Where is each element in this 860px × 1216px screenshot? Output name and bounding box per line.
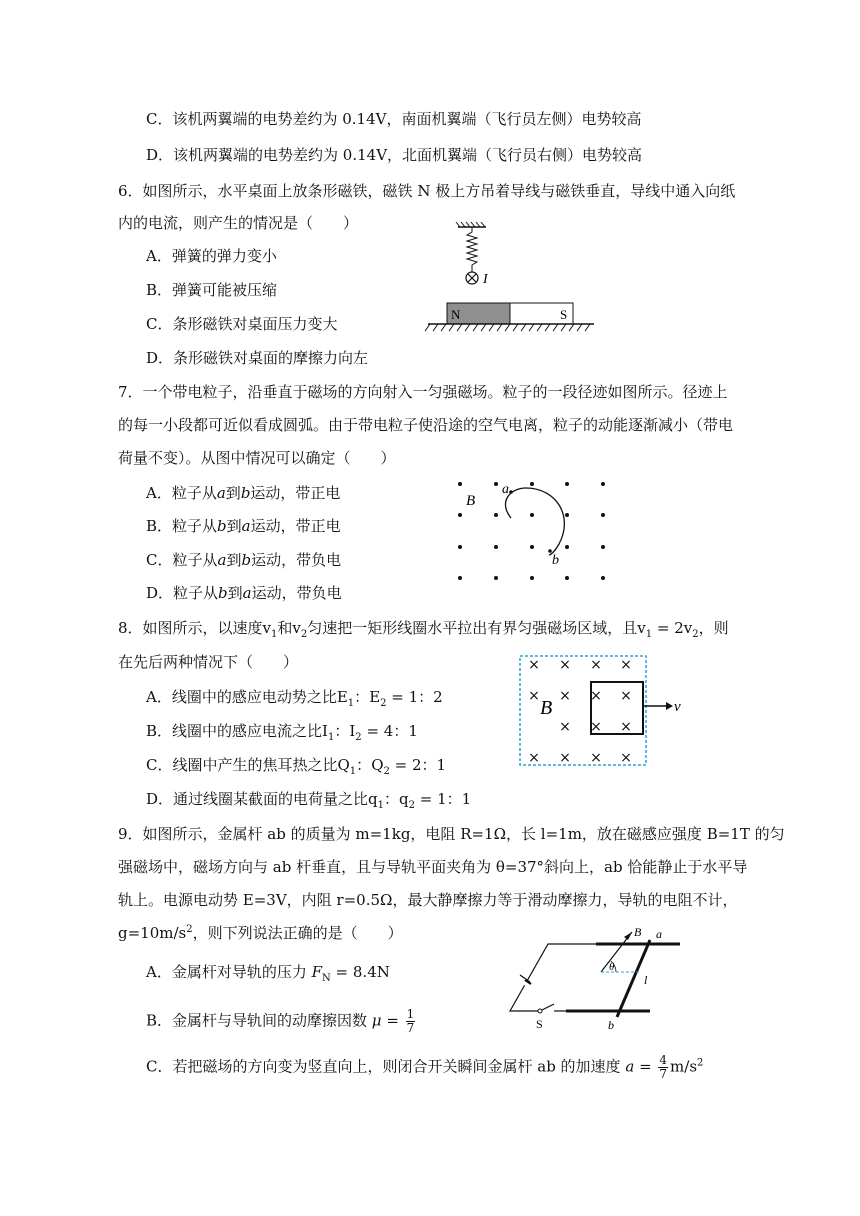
table-surface <box>425 324 594 331</box>
q5-option-d: D．该机两翼端的电势差约为 0.14V，北面机翼端（飞行员右侧）电势较高 <box>146 146 643 164</box>
field-label: B <box>634 925 642 939</box>
current-label: I <box>483 272 488 287</box>
svg-text:×: × <box>620 719 632 735</box>
svg-text:×: × <box>559 719 571 735</box>
mu-fraction: $\frac{1}{7}$ <box>406 1007 415 1035</box>
svg-text:×: × <box>528 688 540 704</box>
magnet-north-label: N <box>451 307 461 322</box>
velocity-label: v <box>674 699 681 715</box>
q8-stem-line2: 在先后两种情况下（ ） <box>118 653 299 671</box>
q9-stem-line1: 9．如图所示，金属杆 ab 的质量为 m=1kg，电阻 R=1Ω，长 l=1m，放在磁感应强度 B=1T 的匀 <box>118 825 785 843</box>
q9-option-b: B．金属杆与导轨间的动摩擦因数 μ = $\frac{1}{7}$ <box>146 1007 415 1035</box>
q7-option-b: B．粒子从b到a运动，带正电 <box>146 517 341 535</box>
q6-option-a: A．弹簧的弹力变小 <box>146 247 277 265</box>
q7-option-d: D．粒子从b到a运动，带负电 <box>146 584 342 602</box>
q6-stem-line1: 6．如图所示，水平桌面上放条形磁铁，磁铁 N 极上方吊着导线与磁铁垂直，导线中通入向纸 <box>118 182 736 200</box>
svg-text:×: × <box>590 688 602 704</box>
q8-coil-figure <box>518 654 688 768</box>
field-label: B <box>540 697 553 719</box>
q9-option-a: A．金属杆对导轨的压力 $F_N = 8.4N$ <box>146 963 390 984</box>
q8-stem-line1: 8．如图所示，以速度$v_1$和$v_2$匀速把一矩形线圈水平拉出有界匀强磁场区域，且$v_1 = 2v_2$，则 <box>118 619 729 640</box>
point-b-label: b <box>552 553 559 568</box>
q6-option-c: C．条形磁铁对桌面压力变大 <box>146 315 338 333</box>
field-label: B <box>466 493 476 509</box>
svg-text:×: × <box>559 657 571 673</box>
rod-end-b-label: b <box>608 1018 614 1032</box>
q7-particle-track-figure <box>448 472 618 587</box>
q8-option-c: C．线圈中产生的焦耳热之比$Q_1$：$Q_2 = 2$：1 <box>146 756 447 777</box>
q8-option-b: B．线圈中的感应电流之比$I_1$：$I_2 = 4$：1 <box>146 722 418 743</box>
ceiling <box>456 222 486 227</box>
particle-track <box>505 488 564 555</box>
point-a-marker <box>509 490 513 494</box>
velocity-arrowhead <box>666 702 673 710</box>
q6-magnet-figure <box>420 220 600 335</box>
q9-option-c: C．若把磁场的方向变为竖直向上，则闭合开关瞬间金属杆 ab 的加速度 a = $\frac{4}{7}$ $m/s^2$ <box>146 1053 704 1081</box>
q9-stem-line4: $g=10m/s^2$，则下列说法正确的是（ ） <box>118 924 403 942</box>
q7-option-c: C．粒子从a到b运动，带负电 <box>146 551 342 569</box>
switch-icon <box>538 1004 554 1013</box>
q9-stem-line2: 强磁场中，磁场方向与 ab 杆垂直，且与导轨平面夹角为 θ=37°斜向上，ab 恰能静止于水平导 <box>118 858 748 876</box>
svg-text:×: × <box>528 750 540 766</box>
q7-stem-line2: 的每一小段都可近似看成圆弧。由于带电粒子使沿途的空气电离，粒子的动能逐渐减小（带电 <box>118 416 734 434</box>
q5-option-c: C．该机两翼端的电势差约为 0.14V，南面机翼端（飞行员左侧）电势较高 <box>146 110 642 128</box>
rod-end-a-label: a <box>656 927 662 941</box>
svg-text:×: × <box>590 719 602 735</box>
q7-stem-line3: 荷量不变）。从图中情况可以确定（ ） <box>118 449 396 467</box>
svg-text:×: × <box>590 750 602 766</box>
svg-text:×: × <box>620 657 632 673</box>
q7-option-a: A．粒子从a到b运动，带正电 <box>146 484 341 502</box>
battery-icon <box>520 975 534 988</box>
field-dots <box>458 482 605 580</box>
q6-option-d: D．条形磁铁对桌面的摩擦力向左 <box>146 349 369 367</box>
q7-stem-line1: 7．一个带电粒子，沿垂直于磁场的方向射入一匀强磁场。粒子的一段径迹如图所示。径迹上 <box>118 383 728 401</box>
current-into-page-icon <box>466 272 478 284</box>
q6-stem-line2: 内的电流，则产生的情况是（ ） <box>118 214 359 232</box>
svg-text:×: × <box>528 657 540 673</box>
svg-text:×: × <box>620 750 632 766</box>
switch-label: S <box>536 1017 543 1031</box>
q8-option-d: D．通过线圈某截面的电荷量之比$q_1$：$q_2 = 1$：1 <box>146 790 472 811</box>
magnet-south-label: S <box>560 307 568 322</box>
point-a-label: a <box>502 482 509 497</box>
angle-label: θ <box>609 961 615 973</box>
field-arrowhead <box>624 932 632 940</box>
svg-text:×: × <box>620 688 632 704</box>
accel-fraction: $\frac{4}{7}$ <box>659 1053 668 1081</box>
length-label: l <box>644 973 648 987</box>
spring <box>467 227 477 272</box>
q9-rail-figure <box>500 922 690 1037</box>
q6-option-b: B．弹簧可能被压缩 <box>146 281 278 299</box>
svg-text:×: × <box>590 657 602 673</box>
q8-option-a: A．线圈中的感应电动势之比$E_1$：$E_2 = 1$：2 <box>146 688 443 709</box>
svg-text:×: × <box>559 688 571 704</box>
q9-stem-line3: 轨上。电源电动势 E=3V，内阻 r=0.5Ω，最大静摩擦力等于滑动摩擦力，导轨的电阻不计， <box>118 891 738 909</box>
svg-text:×: × <box>559 750 571 766</box>
